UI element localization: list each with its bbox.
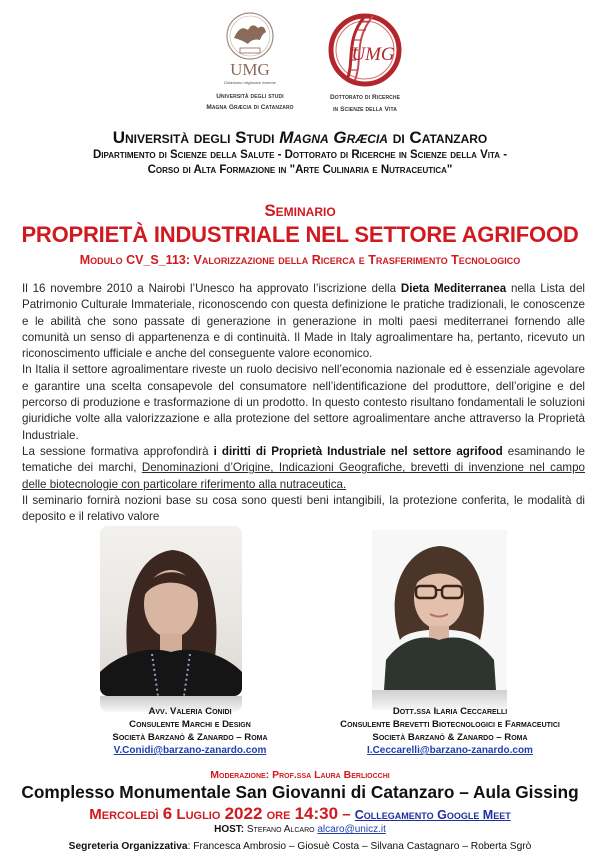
speaker-role: Consulente Marchi e Design xyxy=(129,719,251,730)
event-title: PROPRIETÀ INDUSTRIALE NEL SETTORE AGRIFOOD xyxy=(21,222,579,247)
moderator: Moderazione: Prof.ssa Laura Berliocchi xyxy=(210,769,390,781)
speaker-email-link[interactable]: I.Ceccarelli@barzano-zanardo.com xyxy=(367,745,533,756)
speaker-name: Dott.ssa Ilaria Ceccarelli xyxy=(392,706,508,717)
portrait-woman-icon xyxy=(100,526,242,696)
umg-university-logo xyxy=(190,10,310,112)
paragraph-2: In Italia il settore agroalimentare riveste un ruolo decisivo nell’economia nazionale ed è essenziale agevolare e garantire una scelta consapevole del consumatore nell’identificazione del produttore, dell’origine e del percorso di produzione e trasformazione di un prodotto. In questo contesto risultano fondamentali le soluzioni giuridiche volte alla valorizzazione e alla protezione del settore agroalimentare anche attraverso la Proprietà Industriale. xyxy=(22,363,585,442)
phd-logo-caption-2: in Scienze della Vita xyxy=(333,106,397,113)
portrait-woman-glasses-icon xyxy=(372,530,507,690)
event-type: Seminario xyxy=(264,201,336,220)
paragraph-1: Il 16 novembre 2010 a Nairobi l’Unesco ha approvato l’iscrizione della Dieta Mediterranea nella Lista del Patrimonio Culturale Immateriale, riconoscendo con questa definizione le pratiche tradizionali, le conoscenze e le abilità che sono passate di generazione in generazione in molti paesi mediterranei fornendo alle comunità un senso di appartenenza e di continuità. Il Made in Italy agroalimentare ha, pertanto, ricevuto un riconoscimento ufficiale e anche del conseguente valore economico. xyxy=(22,282,585,361)
google-meet-link[interactable]: Collegamento Google Meet xyxy=(354,808,511,822)
course-line: Corso di Alta Formazione in "Arte Culinaria e Nutraceutica" xyxy=(147,164,453,176)
speaker-name: Avv. Valeria Conidi xyxy=(148,706,232,717)
university-header xyxy=(0,127,600,178)
umg-logo-caption-1: Università degli studi xyxy=(216,93,284,100)
host-email-link[interactable]: alcaro@unicz.it xyxy=(317,824,386,835)
dna-ring-icon xyxy=(325,10,405,90)
speaker-role: Consulente Brevetti Biotecnologici e Farmaceutici xyxy=(340,719,560,730)
event-date-time: Mercoledì 6 Luglio 2022 ore 14:30 – Collegamento Google Meet xyxy=(89,804,511,823)
svg-text:UMG: UMG xyxy=(351,44,395,65)
department-line: Dipartimento di Scienze della Salute - Dottorato di Ricerche in Scienze della Vita - xyxy=(92,149,508,161)
speaker-company: Società Barzanò & Zanardo – Roma xyxy=(112,732,268,743)
speaker-photo-conidi xyxy=(100,526,242,696)
speaker-card-conidi xyxy=(80,705,300,757)
paragraph-3: La sessione formativa approfondirà i diritti di Proprietà Industriale nel settore agrifood esaminando le tematiche dei marchi, Denominazioni d’Origine, Indicazioni Geografiche, brevetti di invenzione nel campo delle biotecnologie con particolare riferimento alla nutraceutica. xyxy=(22,444,585,491)
event-location: Complesso Monumentale San Giovanni di Catanzaro – Aula Gissing xyxy=(21,782,579,802)
speaker-card-ceccarelli xyxy=(300,705,600,757)
phd-logo-caption-1: Dottorato di Ricerche xyxy=(329,94,401,101)
svg-text:Dobbiamo migliorare insieme: Dobbiamo migliorare insieme xyxy=(224,80,276,85)
event-description xyxy=(22,281,585,525)
speaker-photo-ceccarelli xyxy=(372,530,507,690)
logo-header xyxy=(0,10,600,120)
speaker-email-link[interactable]: V.Conidi@barzano-zanardo.com xyxy=(113,745,267,756)
university-title: Università degli Studi Magna Græcia di Catanzaro xyxy=(112,128,488,147)
event-module: Modulo CV_S_113: Valorizzazione della Ricerca e Trasferimento Tecnologico xyxy=(79,253,521,267)
organizing-secretariat: Segreteria Organizzativa: Francesca Ambrosio – Giosuè Costa – Silvana Castagnaro – Roberta Sgrò xyxy=(68,841,532,852)
phd-school-logo xyxy=(310,10,420,114)
paragraph-4: Il seminario fornirà nozioni base su cosa sono questi beni intangibili, la protezione conferita, le modalità di deposito e il relativo valore xyxy=(22,493,585,524)
umg-seal-icon xyxy=(210,10,290,90)
speaker-company: Società Barzanò & Zanardo – Roma xyxy=(372,732,528,743)
svg-text:UMG: UMG xyxy=(230,60,270,79)
host-line: HOST: Stefano Alcaro alcaro@unicz.it xyxy=(214,824,386,835)
umg-logo-caption-2: Magna Græcia di Catanzaro xyxy=(206,104,294,111)
